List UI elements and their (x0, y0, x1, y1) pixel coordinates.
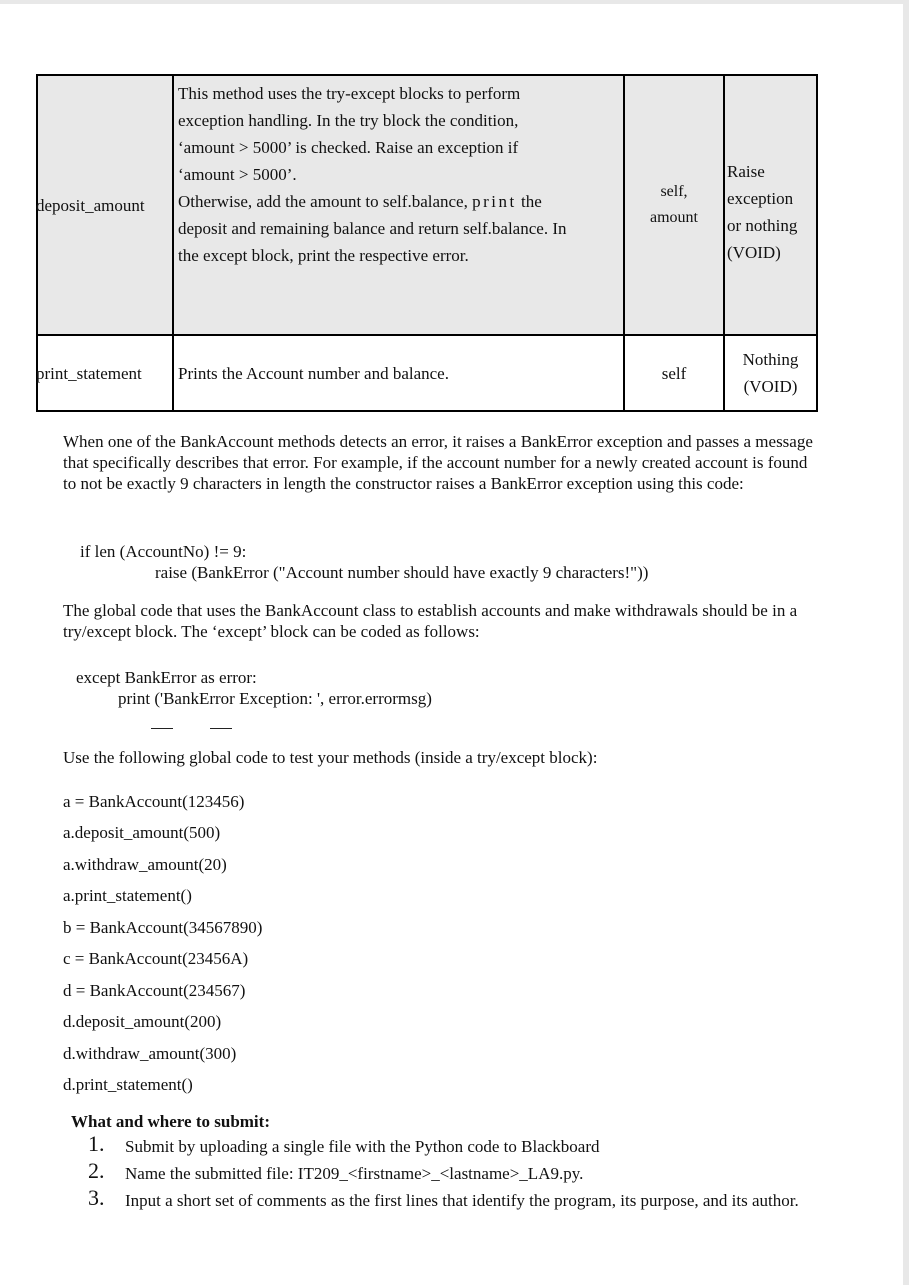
test-code-line: d.print_statement() (63, 1075, 193, 1094)
returns-line: Raise (727, 162, 765, 181)
table-row (37, 75, 817, 335)
otherwise-prefix: Otherwise, add the amount to self.balance, (178, 192, 473, 211)
args-line: self, (660, 183, 688, 200)
args-line: amount (650, 209, 698, 226)
test-code-line: d.deposit_amount(200) (63, 1012, 222, 1031)
test-code-line: c = BankAccount(23456A) (63, 949, 249, 968)
method-name-cell (37, 335, 173, 411)
method-description-cell (173, 335, 624, 411)
method-args-cell (624, 75, 724, 335)
item-number: 3. (88, 1185, 105, 1210)
test-code-line: a.withdraw_amount(20) (63, 855, 227, 874)
method-name: deposit_amount (36, 195, 145, 215)
description-line: the except block, print the respective error. (178, 246, 469, 265)
paragraph-global-code: The global code that uses the BankAccount class to establish accounts and make withdrawals should be in a try/except block. The ‘except’ block can be coded as follows: (63, 601, 798, 641)
item-number: 1. (88, 1131, 105, 1156)
item-text: Input a short set of comments as the first lines that identify the program, its purpose, and its author. (125, 1191, 799, 1210)
separator-dash (210, 728, 232, 729)
test-code-line: d = BankAccount(234567) (63, 981, 246, 1000)
code-raise-line: raise (BankError ("Account number should have exactly 9 characters!")) (155, 563, 649, 582)
test-code-line: d.withdraw_amount(300) (63, 1044, 237, 1063)
methods-table (36, 74, 818, 412)
paragraph-bankerror-intro: When one of the BankAccount methods detects an error, it raises a BankError exception and passes a message that specifically describes that error. For example, if the account number for a newly created account is found to not be exactly 9 characters in length the constructor raises a BankError exception using this code: (63, 432, 813, 493)
method-description-cell (173, 75, 624, 335)
returns-line: (VOID) (727, 243, 781, 262)
item-text: Submit by uploading a single file with the Python code to Blackboard (125, 1137, 600, 1156)
description-line: ‘amount > 5000’. (178, 165, 297, 184)
method-name: print_statement (36, 363, 142, 383)
table-row (37, 335, 817, 411)
item-text: Name the submitted file: IT209_<firstname>_<lastname>_LA9.py. (125, 1164, 584, 1183)
method-name-cell (37, 75, 173, 335)
paragraph-test-intro: Use the following global code to test your methods (inside a try/except block): (63, 748, 598, 767)
description-line (178, 188, 617, 215)
document-page (0, 4, 903, 1285)
returns-line: Nothing (742, 350, 799, 369)
test-code-line: b = BankAccount(34567890) (63, 918, 263, 937)
method-returns-cell (724, 75, 817, 335)
test-code-line: a = BankAccount(123456) (63, 792, 245, 811)
code-except-line: except BankError as error: (76, 668, 257, 687)
description-line: ‘amount > 5000’ is checked. Raise an exception if (178, 138, 519, 157)
separator-dash (151, 728, 173, 729)
method-returns-cell (724, 335, 817, 411)
method-description: Prints the Account number and balance. (178, 363, 449, 383)
method-args-cell (624, 335, 724, 411)
test-code-line: a.print_statement() (63, 886, 192, 905)
code-if-line: if len (AccountNo) != 9: (80, 542, 247, 561)
item-number: 2. (88, 1158, 105, 1183)
description-line: deposit and remaining balance and return self.balance. In (178, 219, 567, 238)
print-keyword: print (472, 192, 517, 211)
returns-line: exception (727, 189, 794, 208)
test-code-line: a.deposit_amount(500) (63, 823, 221, 842)
code-print-line: print ('BankError Exception: ', error.errormsg) (118, 689, 432, 708)
returns-line: (VOID) (743, 377, 798, 396)
args-line: self (661, 363, 687, 383)
description-line: This method uses the try-except blocks to perform (178, 84, 521, 103)
description-line: exception handling. In the try block the condition, (178, 111, 519, 130)
otherwise-suffix: the (516, 192, 542, 211)
returns-line: or nothing (727, 216, 798, 235)
submit-heading: What and where to submit: (71, 1112, 270, 1131)
